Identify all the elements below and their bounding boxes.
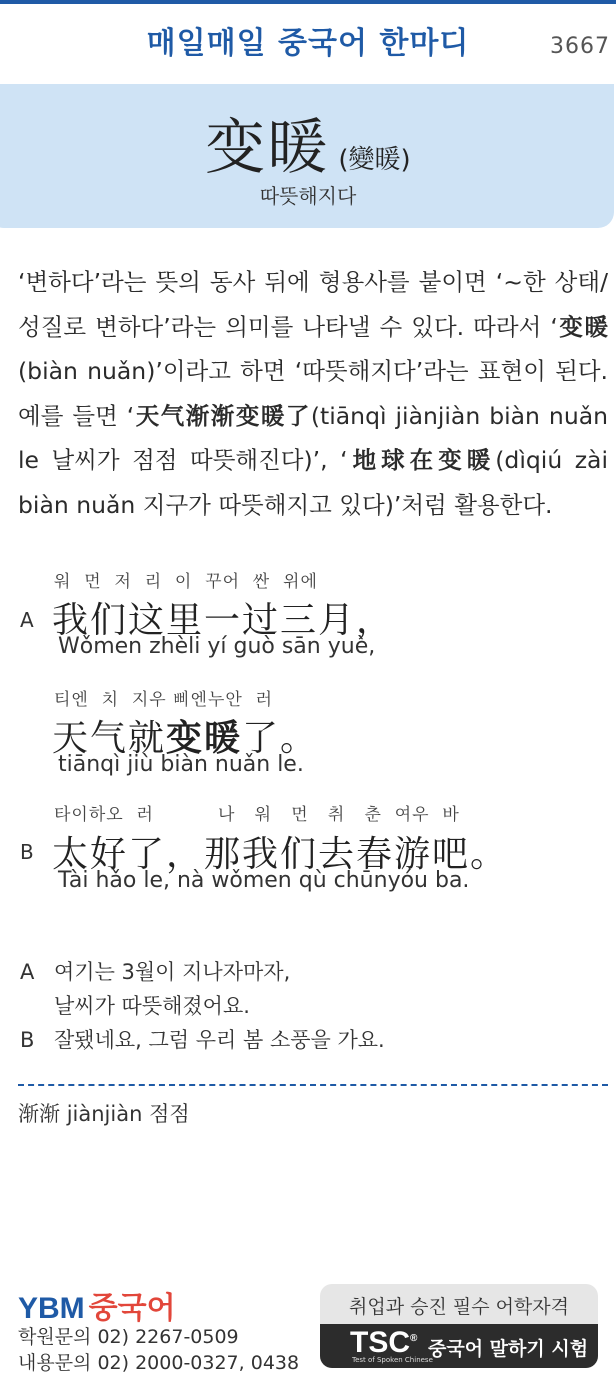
speaker-label: B bbox=[20, 1028, 35, 1052]
contact-content: 내용문의 02) 2000-0327, 0438 bbox=[18, 1352, 300, 1374]
pronunciation-guide: 타이하오 러 나 워 먼 취 춘 여우 바 bbox=[54, 805, 460, 825]
chinese-sentence-text: 天气就 bbox=[52, 718, 167, 759]
ybm-logo-korean: 중국어 bbox=[88, 1291, 176, 1326]
chinese-sentence-keyword: 变暖 bbox=[166, 718, 243, 759]
issue-number: 3667 bbox=[550, 34, 610, 59]
ad-tagline: 취업과 승진 필수 어학자격 bbox=[348, 1296, 569, 1318]
pinyin-line: tiānqì jiù biàn nuǎn le. bbox=[58, 752, 304, 777]
pinyin-line: Tài hǎo le, nà wǒmen qù chūnyóu ba. bbox=[58, 868, 470, 893]
explanation bbox=[18, 260, 608, 527]
word-hanzi: 变暖 bbox=[205, 113, 330, 183]
word-traditional: (變暖) bbox=[338, 145, 411, 175]
vocabulary-note bbox=[18, 1098, 190, 1128]
vocab-pinyin: jiànjiàn bbox=[66, 1102, 143, 1126]
explanation-keyword: 天气渐渐变暖了 bbox=[134, 401, 311, 430]
contact-academy: 학원문의 02) 2267-0509 bbox=[18, 1326, 239, 1348]
header-title: 매일매일 중국어 한마디 bbox=[146, 26, 470, 61]
pronunciation-guide: 워 먼 저 리 이 꾸어 싼 위에 bbox=[54, 572, 318, 592]
translation-text: 잘됐네요, 그럼 우리 봄 소풍을 가요. bbox=[54, 1028, 385, 1052]
vocab-meaning: 점점 bbox=[149, 1102, 190, 1126]
tsc-logo bbox=[350, 1326, 417, 1360]
explanation-text: (dìqiú zài biàn nuǎn 지구가 따뜻해지고 있다)’처럼 활용한다. bbox=[18, 446, 608, 519]
speaker-label: A bbox=[20, 608, 34, 632]
chinese-sentence-text: 我们这里一过三月， bbox=[52, 600, 395, 641]
tsc-logo-subtitle: Test of Spoken Chinese bbox=[352, 1356, 433, 1364]
speaker-label: A bbox=[20, 960, 35, 984]
header bbox=[0, 4, 616, 82]
ad-bar bbox=[320, 1324, 598, 1368]
translation-line bbox=[20, 956, 290, 986]
explanation-text: (tiānqì jiànjiàn biàn nuǎn le 날씨가 점점 따뜻해진다)’, ‘ bbox=[18, 401, 609, 474]
translation-line bbox=[20, 990, 250, 1020]
translation-line bbox=[20, 1024, 385, 1054]
tsc-advertisement[interactable] bbox=[320, 1284, 598, 1368]
explanation-paragraph bbox=[18, 260, 608, 527]
speaker-label: B bbox=[20, 840, 34, 864]
word-line bbox=[0, 100, 616, 186]
pinyin-line: Wǒmen zhèli yí guò sān yuè, bbox=[58, 634, 376, 659]
registered-mark: ® bbox=[410, 1333, 418, 1344]
explanation-text: (biàn nuǎn)’이라고 하면 ‘따뜻해지다’라는 표현이 된다. 예를 들면 ‘ bbox=[18, 357, 608, 430]
word-meaning: 따뜻해지다 bbox=[259, 184, 357, 208]
ad-title: 중국어 말하기 시험 bbox=[428, 1338, 589, 1360]
ybm-logo bbox=[18, 1283, 176, 1327]
vocab-hanzi: 渐渐 bbox=[18, 1102, 60, 1126]
dashed-divider bbox=[18, 1084, 608, 1086]
explanation-keyword: 变暖 bbox=[557, 312, 608, 341]
ybm-logo-latin: YBM bbox=[18, 1292, 85, 1325]
explanation-text: ‘변하다’라는 뜻의 동사 뒤에 형용사를 붙이면 ‘~한 상태/성질로 변하다’라는 의미를 나타낼 수 있다. 따라서 ‘ bbox=[18, 268, 608, 341]
pronunciation-guide: 티엔 치 지우 삐엔누안 러 bbox=[54, 690, 274, 710]
translation-text: 날씨가 따뜻해졌어요. bbox=[54, 994, 250, 1018]
chinese-sentence-text: 太好了，那我们去春游吧。 bbox=[52, 834, 509, 875]
translation-text: 여기는 3월이 지나자마자, bbox=[54, 960, 291, 984]
chinese-sentence-end: 了。 bbox=[242, 718, 319, 759]
tsc-logo-text: TSC bbox=[350, 1326, 410, 1359]
explanation-keyword: 地球在变暖 bbox=[347, 446, 496, 474]
